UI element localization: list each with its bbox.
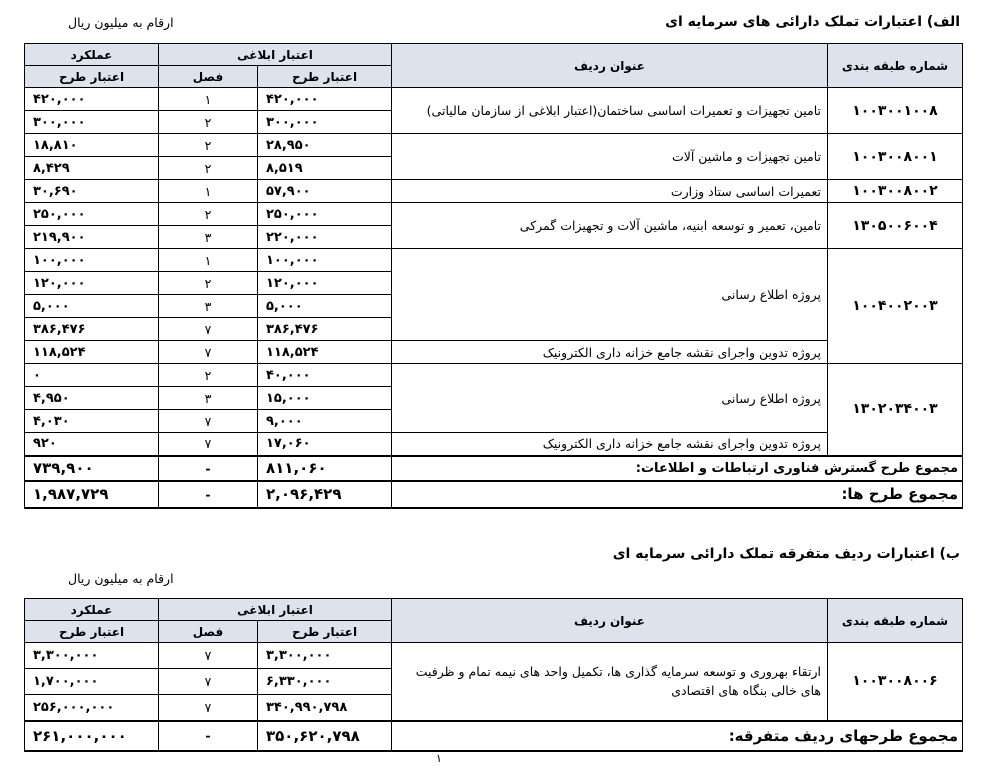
chapter-cell: ۱ (159, 88, 258, 111)
section-b-unit-note: ارقام به میلیون ریال (68, 571, 174, 586)
credit-cell: ۱۲۰,۰۰۰ (258, 272, 392, 295)
chapter-cell: ۷ (159, 318, 258, 341)
page-number: ۱ (436, 752, 442, 765)
classification-code: ۱۰۰۳۰۰۸۰۰۶ (828, 643, 963, 721)
subtotal-credit: ۸۱۱,۰۶۰ (258, 456, 392, 481)
chapter-cell: ۲ (159, 272, 258, 295)
header-perf-plan-credit: اعتبار طرح (25, 66, 159, 88)
total-row (25, 721, 963, 751)
chapter-cell: ۷ (159, 695, 258, 721)
total-performance: ۱,۹۸۷,۷۲۹ (25, 481, 159, 508)
total-label: مجموع طرح ها: (392, 481, 963, 508)
chapter-cell: ۷ (159, 669, 258, 695)
chapter-cell: ۱ (159, 249, 258, 272)
performance-cell: ۳۰,۶۹۰ (25, 180, 159, 203)
chapter-cell: ۳ (159, 295, 258, 318)
row-title: پروژه تدوین واجرای نقشه جامع خزانه داری الکترونیک (392, 341, 828, 364)
performance-cell: ۳۸۶,۴۷۶ (25, 318, 159, 341)
credit-cell: ۲۸,۹۵۰ (258, 134, 392, 157)
section-a-heading: الف) اعتبارات تملک دارائی های سرمایه ای (665, 14, 960, 30)
chapter-cell: ۱ (159, 180, 258, 203)
header-chapter: فصل (159, 621, 258, 643)
performance-cell: ۱,۷۰۰,۰۰۰ (25, 669, 159, 695)
total-chapter: - (159, 721, 258, 751)
table-row (25, 203, 963, 226)
section-a-table (24, 43, 963, 509)
chapter-cell: ۷ (159, 433, 258, 456)
row-title: پروژه اطلاع رسانی (392, 249, 828, 341)
chapter-cell: ۷ (159, 341, 258, 364)
header-plan-credit: اعتبار طرح (258, 66, 392, 88)
chapter-cell: ۲ (159, 203, 258, 226)
classification-code: ۱۰۰۳۰۰۱۰۰۸ (828, 88, 963, 134)
row-title: تامین تجهیزات و ماشین آلات (392, 134, 828, 180)
chapter-cell: ۳ (159, 387, 258, 410)
subtotal-chapter: - (159, 456, 258, 481)
chapter-cell: ۲ (159, 157, 258, 180)
credit-cell: ۳۸۶,۴۷۶ (258, 318, 392, 341)
total-row (25, 481, 963, 508)
credit-cell: ۴۲۰,۰۰۰ (258, 88, 392, 111)
performance-cell: ۱۲۰,۰۰۰ (25, 272, 159, 295)
credit-cell: ۸,۵۱۹ (258, 157, 392, 180)
performance-cell: ۳,۳۰۰,۰۰۰ (25, 643, 159, 669)
header-allocated: اعتبار ابلاغی (159, 44, 392, 66)
total-performance: ۲۶۱,۰۰۰,۰۰۰ (25, 721, 159, 751)
total-credit: ۲,۰۹۶,۴۲۹ (258, 481, 392, 508)
performance-cell: ۱۰۰,۰۰۰ (25, 249, 159, 272)
header-title: عنوان ردیف (392, 599, 828, 643)
chapter-cell: ۲ (159, 134, 258, 157)
row-title: تعمیرات اساسی ستاد وزارت (392, 180, 828, 203)
row-title: پروژه تدوین واجرای نقشه جامع خزانه داری الکترونیک (392, 433, 828, 456)
chapter-cell: ۷ (159, 643, 258, 669)
table-row (25, 433, 963, 456)
credit-cell: ۶,۳۳۰,۰۰۰ (258, 669, 392, 695)
header-title: عنوان ردیف (392, 44, 828, 88)
performance-cell: ۳۰۰,۰۰۰ (25, 111, 159, 134)
performance-cell: ۵,۰۰۰ (25, 295, 159, 318)
credit-cell: ۳,۳۰۰,۰۰۰ (258, 643, 392, 669)
row-title: پروژه اطلاع رسانی (392, 364, 828, 433)
table-row (25, 364, 963, 387)
performance-cell: ۲۵۰,۰۰۰ (25, 203, 159, 226)
header-chapter: فصل (159, 66, 258, 88)
performance-cell: ۱۱۸,۵۲۴ (25, 341, 159, 364)
classification-code: ۱۳۰۲۰۳۴۰۰۳ (828, 364, 963, 456)
table-row (25, 341, 963, 364)
header-code: شماره طبقه بندی (828, 599, 963, 643)
table-row (25, 134, 963, 157)
classification-code: ۱۰۰۴۰۰۲۰۰۳ (828, 249, 963, 364)
row-title: تامین، تعمیر و توسعه ابنیه، ماشین آلات و تجهیزات گمرکی (392, 203, 828, 249)
header-allocated: اعتبار ابلاغی (159, 599, 392, 621)
classification-code: ۱۰۰۳۰۰۸۰۰۲ (828, 180, 963, 203)
credit-cell: ۱۵,۰۰۰ (258, 387, 392, 410)
total-chapter: - (159, 481, 258, 508)
credit-cell: ۹,۰۰۰ (258, 410, 392, 433)
row-title: ارتقاء بهروری و توسعه سرمایه گذاری ها، تکمیل واحد های نیمه تمام و ظرفیت های خالی بنگاه های اقتصادی (392, 643, 828, 721)
section-b-table (24, 598, 963, 752)
row-title: تامین تجهیزات و تعمیرات اساسی ساختمان(اعتبار ابلاغی از سازمان مالیاتی) (392, 88, 828, 134)
credit-cell: ۱۱۸,۵۲۴ (258, 341, 392, 364)
section-b-heading: ب) اعتبارات ردیف متفرقه تملک دارائی سرمایه ای (612, 546, 960, 562)
section-a-unit-note: ارقام به میلیون ریال (68, 15, 174, 30)
subtotal-label: مجموع طرح گسترش فناوری ارتباطات و اطلاعات: (392, 456, 963, 481)
total-label: مجموع طرحهای ردیف متفرقه: (392, 721, 963, 751)
credit-cell: ۳۴۰,۹۹۰,۷۹۸ (258, 695, 392, 721)
performance-cell: ۹۲۰ (25, 433, 159, 456)
performance-cell: ۸,۴۲۹ (25, 157, 159, 180)
credit-cell: ۱۷,۰۶۰ (258, 433, 392, 456)
credit-cell: ۵۷,۹۰۰ (258, 180, 392, 203)
credit-cell: ۴۰,۰۰۰ (258, 364, 392, 387)
subtotal-row (25, 456, 963, 481)
credit-cell: ۳۰۰,۰۰۰ (258, 111, 392, 134)
performance-cell: ۱۸,۸۱۰ (25, 134, 159, 157)
table-row (25, 88, 963, 111)
table-row (25, 180, 963, 203)
header-performance: عملکرد (25, 599, 159, 621)
credit-cell: ۲۵۰,۰۰۰ (258, 203, 392, 226)
chapter-cell: ۲ (159, 364, 258, 387)
header-plan-credit: اعتبار طرح (258, 621, 392, 643)
chapter-cell: ۳ (159, 226, 258, 249)
subtotal-performance: ۷۳۹,۹۰۰ (25, 456, 159, 481)
table-row (25, 249, 963, 272)
header-performance: عملکرد (25, 44, 159, 66)
performance-cell: ۴,۰۳۰ (25, 410, 159, 433)
total-credit: ۳۵۰,۶۲۰,۷۹۸ (258, 721, 392, 751)
chapter-cell: ۲ (159, 111, 258, 134)
performance-cell: ۴۲۰,۰۰۰ (25, 88, 159, 111)
performance-cell: ۴,۹۵۰ (25, 387, 159, 410)
header-code: شماره طبقه بندی (828, 44, 963, 88)
chapter-cell: ۷ (159, 410, 258, 433)
credit-cell: ۱۰۰,۰۰۰ (258, 249, 392, 272)
classification-code: ۱۰۰۳۰۰۸۰۰۱ (828, 134, 963, 180)
table-row (25, 643, 963, 669)
performance-cell: ۲۵۶,۰۰۰,۰۰۰ (25, 695, 159, 721)
classification-code: ۱۳۰۵۰۰۶۰۰۴ (828, 203, 963, 249)
performance-cell: ۲۱۹,۹۰۰ (25, 226, 159, 249)
credit-cell: ۲۲۰,۰۰۰ (258, 226, 392, 249)
credit-cell: ۵,۰۰۰ (258, 295, 392, 318)
header-perf-plan-credit: اعتبار طرح (25, 621, 159, 643)
performance-cell: ۰ (25, 364, 159, 387)
